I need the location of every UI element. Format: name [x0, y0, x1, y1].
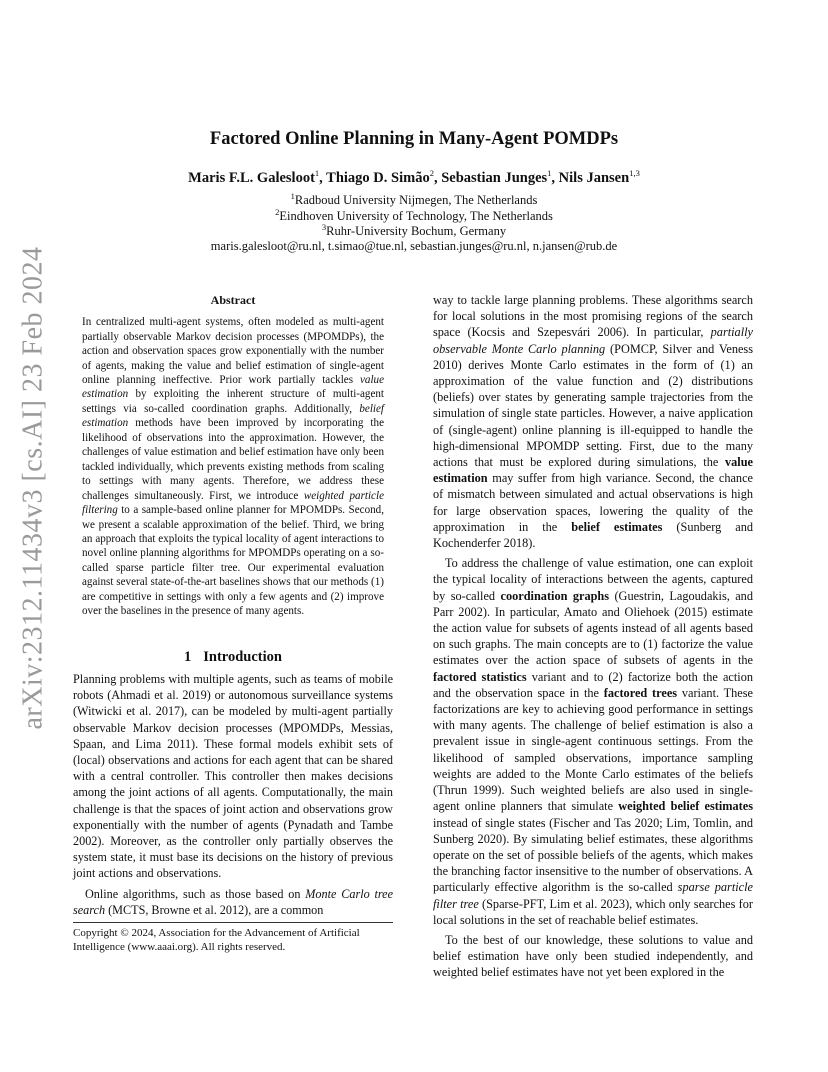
right-paragraph-1: way to tackle large planning problems. These algorithms search for local solutions in the most promising regions of the search space (Kocsis and Szepesvári 2006). In particular, partially observable Monte Carlo planning (POMCP, Silver and Veness 2010) derives Monte Carlo estimates in the form of (1) an approximation of the value function and (2) distributions (beliefs) over states by generating sample trajectories from the simulation of single state particles. However, a naive application of (single-agent) online planning is ill-equipped to handle the high-dimensional MPOMDP setting. First, due to the many actions that must be explored during simulations, the value estimation may suffer from high variance. Second, the chance of mismatch between simulated and actual observations is high for large observation spaces, lowering the quality of the approximation in the belief estimates (Sunberg and Kochenderfer 2018). [433, 293, 754, 551]
copyright-notice: Copyright © 2024, Association for the Advancement of Artificial Intelligence (www.aaai.org). All rights reserved. [73, 922, 393, 954]
arxiv-stamp [8, 246, 58, 730]
left-column [73, 292, 393, 918]
author-1: Maris F.L. Galesloot$^1$, [188, 168, 327, 186]
paper-title: Factored Online Planning in Many-Agent POMDPs [209, 129, 619, 149]
affiliation-2: $^2$Eindhoven University of Technology, The Netherlands [275, 206, 553, 223]
author-4: Nils Jansen$^{1,3}$ [558, 168, 640, 186]
abstract-heading: Abstract [210, 293, 256, 307]
affiliation-1: $^1$Radboud University Nijmegen, The Netherlands [290, 190, 538, 207]
author-3: Sebastian Junges$^1$, [441, 168, 559, 186]
abstract-text: In centralized multi-agent systems, often modeled as multi-agent partially observable Markov decision processes (MPOMDPs), the action and observation spaces grow exponentially with the number of agents, making the value and belief estimation of single-agent online planning ineffective. Prior work partially tackles value estimation by exploiting the inherent structure of multi-agent settings via so-called coordination graphs. Additionally, belief estimation methods have been improved by incorporating the likelihood of observations into the approximation. However, the challenges of value estimation and belief estimation have only been tackled individually, which prevents existing methods from scaling to settings with many agents. Therefore, we address these challenges simultaneously. First, we introduce weighted particle filtering to a sample-based online planner for MPOMDPs. Second, we present a scalable approximation of the belief. Third, we bring an approach that exploits the typical locality of agent interactions to novel online planning algorithms for MPOMDPs operating on a so-called sparse particle filter tree. Our experimental evaluation against several state-of-the-art baselines shows that our methods (1) are competitive in settings with only a few agents and (2) improve over the baselines in the presence of many agents. [82, 316, 384, 618]
section-heading-introduction: 1 Introduction [184, 648, 282, 665]
right-column [433, 292, 753, 981]
intro-paragraph-1: Planning problems with multiple agents, such as teams of mobile robots (Ahmadi et al. 2019) or autonomous surveillance systems (Witwicki et al. 2017), can be modeled by multi-agent partially observable Markov decision processes (MPOMDPs, Messias, Spaan, and Lima 2011). These formal models exhibit sets of (local) observations and actions for each agent that can be shared with a central controller. This controller then makes decisions among the joint actions of all agents. Computationally, the main challenge is that the spaces of joint action and observations grow exponentially with the number of agents (Pynadath and Tambe 2002). Moreover, as the controller only partially observes the system state, it must base its decisions on the history of previous joint actions and observations. [73, 671, 393, 881]
right-paragraph-3: To the best of our knowledge, these solutions to value and belief estimation have only been studied independently, and weighted belief estimates have not yet been explored in the [433, 932, 753, 980]
intro-paragraph-2: Online algorithms, such as those based on Monte Carlo tree search (MCTS, Browne et al. 2012), are a common [73, 886, 393, 917]
arxiv-stamp-text: arXiv:2312.11434v3 [cs.AI] 23 Feb 2024 [17, 246, 49, 730]
right-paragraph-2: To address the challenge of value estimation, one can exploit the typical locality of interactions between the agents, captured by so-called coordination graphs (Guestrin, Lagoudakis, and Parr 2002). In particular, Amato and Oliehoek (2015) estimate the action value for subsets of agents instead of all agents based on such graphs. The main concepts are to (1) factorize the value estimates over the action space of subsets of agents in the factored statistics variant and to (2) factorize both the action and the observation space in the factored trees variant. These factorizations are key to achieving good performance in settings with many agents. The challenge of belief estimation is also a prevalent issue in single-agent continuous settings. From the likelihood of sampled observations, importance sampling weights are added to the Monte Carlo estimates of the beliefs (Thrun 1999). Such weighted beliefs are also used in single-agent online planners that simulate weighted belief estimates instead of single states (Fischer and Tas 2020; Lim, Tomlin, and Sunberg 2020). By simulating belief estimates, these algorithms operate on the set of possible beliefs of the agents, which makes the branching factor insensitive to the number of observations. A particularly effective algorithm is the so-called sparse particle filter tree (Sparse-PFT, Lim et al. 2023), which only searches for local solutions in the set of reachable belief estimates. [433, 556, 753, 927]
author-2: Thiago D. Simão$^2$, [326, 168, 442, 186]
author-list [0, 170, 828, 187]
author-emails: maris.galesloot@ru.nl, t.simao@tue.nl, sebastian.junges@ru.nl, n.jansen@rub.de [210, 239, 618, 253]
affiliation-3: $^3$Ruhr-University Bochum, Germany [321, 221, 507, 238]
